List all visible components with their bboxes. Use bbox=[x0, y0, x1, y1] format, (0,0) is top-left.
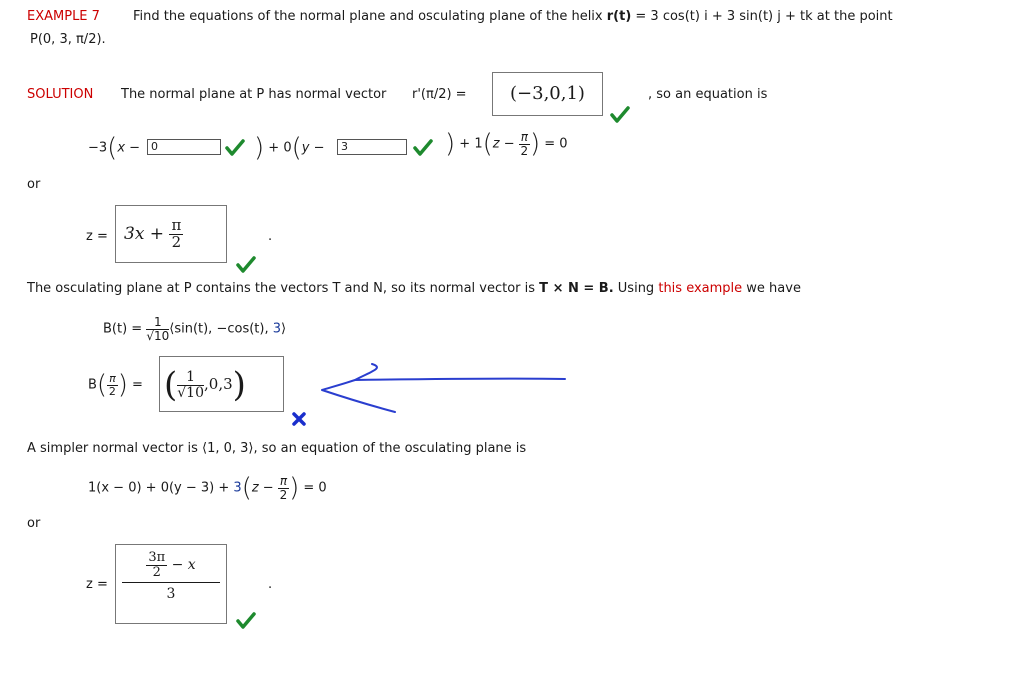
correct-check-icon bbox=[610, 106, 630, 124]
osculating-text: The osculating plane at P contains the vectors T and N, so its normal vector is T × N = B. Using this example we have bbox=[27, 281, 801, 296]
b-of-t: B(t) = $\frac{1}{√10}$ ⟨sin(t), −cos(t), 3⟩ bbox=[103, 315, 287, 343]
eq1-tail: ) + 1(z − $\frac{\pi}{2}$ ) = 0 bbox=[445, 129, 568, 160]
solution-label: SOLUTION bbox=[27, 87, 94, 102]
incorrect-x-icon bbox=[291, 411, 307, 427]
x-offset-input[interactable]: 0 bbox=[147, 139, 221, 155]
osculating-equation: 1(x − 0) + 0(y − 3) + 3(z − $\frac{\pi}{2}$ ) = 0 bbox=[88, 473, 327, 504]
simpler-normal-text: A simpler normal vector is ⟨1, 0, 3⟩, so an equation of the osculating plane is bbox=[27, 441, 527, 456]
z2-answer-box[interactable]: $\frac{3\pi}{2}$ − x 3 bbox=[115, 544, 227, 624]
z-label: z = bbox=[86, 229, 108, 244]
z2-period: . bbox=[268, 577, 273, 592]
or-text-2: or bbox=[27, 516, 41, 531]
correct-check-icon bbox=[413, 139, 433, 157]
normal-plane-text: The normal plane at P has normal vector bbox=[121, 87, 387, 102]
b-pi-over-2: B( $\frac{\pi}{2}$ ) = bbox=[88, 370, 143, 400]
z1-period: . bbox=[268, 229, 273, 244]
normal-plane-equation: −3(x − bbox=[88, 133, 141, 163]
or-text: or bbox=[27, 177, 41, 192]
handwritten-arrow-icon bbox=[310, 360, 575, 420]
z-label-2: z = bbox=[86, 577, 108, 592]
normal-vector-answer-box[interactable]: (−3,0,1) bbox=[492, 72, 603, 116]
correct-check-icon bbox=[236, 256, 256, 274]
correct-check-icon bbox=[225, 139, 245, 157]
this-example-link[interactable]: this example bbox=[658, 281, 743, 296]
r-prime-label: r'(π/2) = bbox=[412, 87, 467, 102]
point-p: P(0, 3, π/2). bbox=[30, 32, 106, 47]
problem-statement: Find the equations of the normal plane and osculating plane of the helix r(t) = 3 cos(t) i + 3 sin(t) j + tk at the point bbox=[133, 9, 893, 24]
eq1-mid: ) + 0(y − bbox=[254, 133, 325, 163]
example-label: EXAMPLE 7 bbox=[27, 9, 100, 24]
so-equation-text: , so an equation is bbox=[648, 87, 768, 102]
correct-check-icon bbox=[236, 612, 256, 630]
z-answer-box[interactable]: 3x + $\frac{\pi}{2}$ bbox=[115, 205, 227, 263]
b-pi-over-2-answer-box[interactable]: ( $\frac{1}{√10}$ ,0,3) bbox=[159, 356, 284, 412]
y-offset-input[interactable]: 3 bbox=[337, 139, 407, 155]
